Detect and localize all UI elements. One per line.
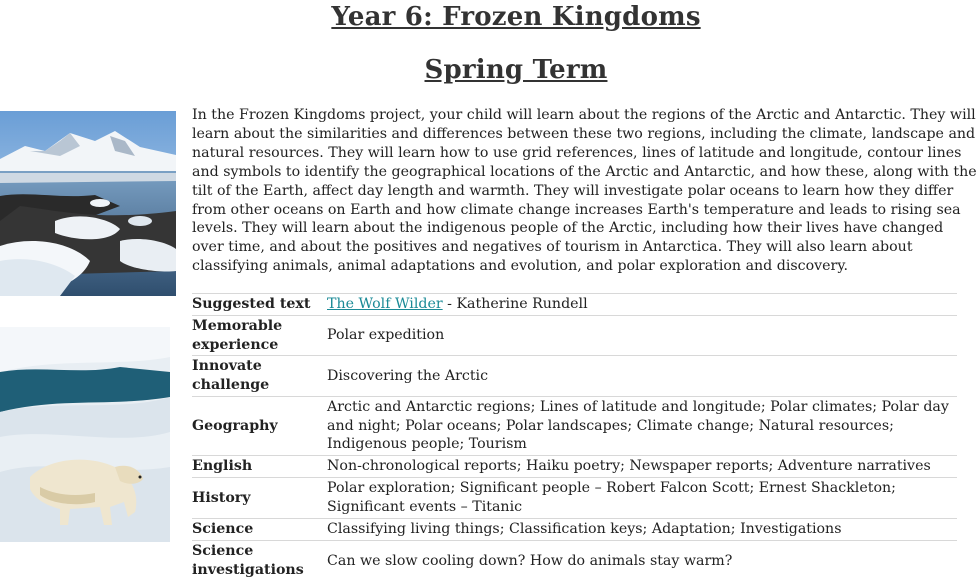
table-row — [192, 316, 957, 356]
table-row — [192, 478, 957, 519]
row-value: Discovering the Arctic — [327, 356, 957, 397]
page-title: Year 6: Frozen Kingdoms — [331, 2, 701, 32]
row-label: Science — [192, 519, 327, 541]
row-label: Suggested text — [192, 294, 327, 316]
row-label: Geography — [192, 397, 327, 456]
row-value: Polar expedition — [327, 316, 957, 356]
polar-bear-photo — [0, 327, 170, 542]
table-row — [192, 356, 957, 397]
page-subtitle: Spring Term — [424, 55, 608, 85]
row-value — [327, 294, 957, 316]
book-link[interactable]: The Wolf Wilder — [327, 296, 443, 313]
row-value: Can we slow cooling down? How do animals stay warm? — [327, 541, 957, 582]
row-label: Innovate challenge — [192, 356, 327, 397]
project-intro-text: In the Frozen Kingdoms project, your child will learn about the regions of the Arctic and Antarctic. They will learn about the similarities and differences between these two regions, including the climate, landscape and natural resources. They will learn how to use grid references, lines of latitude and longitude, contour lines and symbols to identify the geographical locations of the Arctic and Antarctic, and how these, along with the tilt of the Earth, affect day length and warmth. They will investigate polar oceans to learn how they differ from other oceans on Earth and how climate change increases Earth's temperature and leads to rising sea levels. They will learn about the indigenous people of the Arctic, including how their lives have changed over time, and about the positives and negatives of tourism in Antarctica. They will also learn about classifying animals, animal adaptations and evolution, and polar exploration and discovery. — [192, 107, 977, 275]
book-author: - Katherine Rundell — [442, 296, 588, 313]
table-row — [192, 456, 957, 478]
row-value: Arctic and Antarctic regions; Lines of latitude and longitude; Polar climates; Polar day and night; Polar oceans; Polar landscapes; Climate change; Natural resources; Indigenous people; Tourism — [327, 397, 957, 456]
curriculum-table — [192, 293, 957, 581]
row-label: English — [192, 456, 327, 478]
row-value: Polar exploration; Significant people – Robert Falcon Scott; Ernest Shackleton; Significant events – Titanic — [327, 478, 957, 519]
table-row — [192, 397, 957, 456]
row-label: Science investigations — [192, 541, 327, 582]
row-label: Memorable experience — [192, 316, 327, 356]
table-row — [192, 541, 957, 582]
table-row — [192, 519, 957, 541]
row-value: Classifying living things; Classification keys; Adaptation; Investigations — [327, 519, 957, 541]
row-value: Non-chronological reports; Haiku poetry; Newspaper reports; Adventure narratives — [327, 456, 957, 478]
table-row — [192, 294, 957, 316]
row-label: History — [192, 478, 327, 519]
arctic-landscape-photo — [0, 111, 176, 296]
